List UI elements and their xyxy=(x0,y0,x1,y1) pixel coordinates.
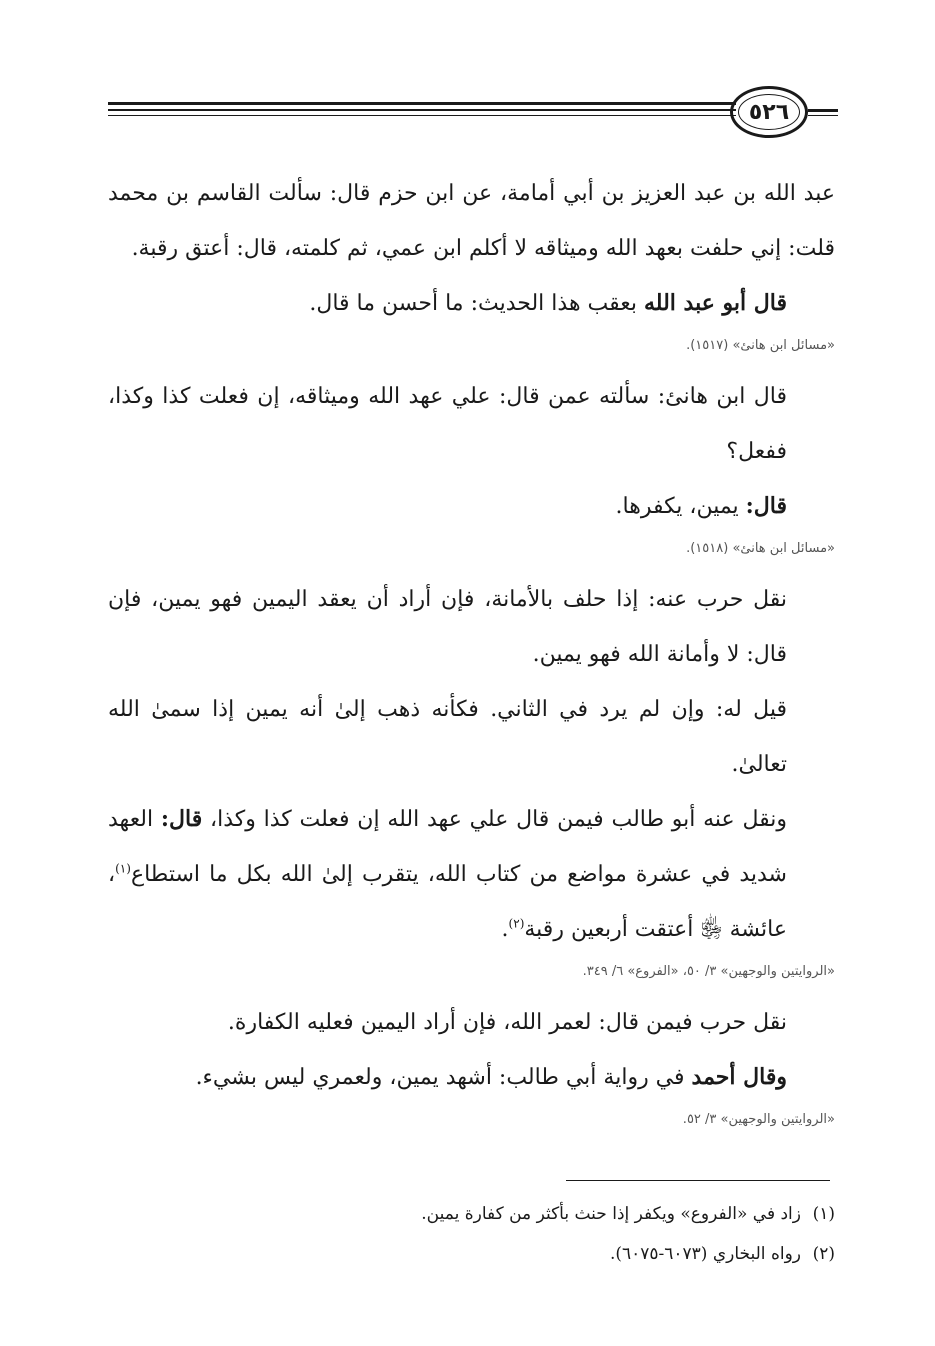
paragraph: عبد الله بن عبد العزيز بن أبي أمامة، عن ابن حزم قال: سألت القاسم بن محمد قلت: إني حلفت بعهد الله وميثاقه لا أكلم ابن عمي، ثم كلمته، قال: أعتق رقبة. xyxy=(108,181,835,261)
footnote-text: زاد في «الفروع» ويكفر إذا حنث بأكثر من كفارة يمين. xyxy=(421,1204,801,1224)
speaker-label: وقال أحمد xyxy=(691,1064,787,1090)
speaker-label: قال أبو عبد الله xyxy=(644,290,787,316)
citation: «الروايتين والوجهين» ٣/ ٥٢. xyxy=(682,1112,835,1127)
paragraph: نقل حرب عنه: إذا حلف بالأمانة، فإن أراد أن يعقد اليمين فهو يمين، فإن قال: لا وأمانة الله فهو يمين. xyxy=(108,587,787,667)
footnote-separator xyxy=(566,1180,830,1181)
paragraph: قال ابن هانئ: سألته عمن قال: علي عهد الله وميثاقه، إن فعلت كذا وكذا، ففعل؟ xyxy=(108,384,787,464)
paragraph: نقل حرب فيمن قال: لعمر الله، فإن أراد اليمين فعليه الكفارة. xyxy=(227,1010,787,1035)
footnote-number: (٢) xyxy=(812,1244,835,1264)
paragraph: قال: يمين، يكفرها. xyxy=(615,493,787,519)
speaker-label: قال: xyxy=(745,493,787,519)
header-rule xyxy=(108,115,736,116)
footnote-ref[interactable]: (٢) xyxy=(508,916,525,931)
footnote xyxy=(108,1234,835,1274)
citation: «مسائل ابن هانئ» (١٥١٧). xyxy=(686,338,835,353)
paragraph: قيل له: وإن لم يرد في الثاني. فكأنه ذهب إلىٰ أنه يمين إذا سمىٰ الله تعالىٰ. xyxy=(108,697,787,777)
citation: «الروايتين والوجهين» ٣/ ٥٠، «الفروع» ٦/ ٣٤٩. xyxy=(582,964,835,979)
header-rule xyxy=(108,102,736,105)
footnotes xyxy=(108,1194,835,1274)
header-rule xyxy=(808,109,838,112)
speaker-label: قال: xyxy=(160,806,203,832)
footnote xyxy=(108,1194,835,1234)
paragraph: ونقل عنه أبو طالب فيمن قال علي عهد الله إن فعلت كذا وكذا، قال: العهد شديد في عشرة مواضع من كتاب الله، يتقرب إلىٰ الله بكل ما استطاع$^{(١)}$، عائشة ﵂ أعتقت أربعين رقبة$^{(٢)}$. xyxy=(108,806,787,942)
header-rule xyxy=(808,115,838,116)
footnote-ref[interactable]: (١) xyxy=(115,861,131,876)
page-number: ٥٢٦ xyxy=(730,86,808,138)
paragraph: قال أبو عبد الله بعقب هذا الحديث: ما أحسن ما قال. xyxy=(309,290,787,316)
main-text xyxy=(108,166,835,1143)
page-header xyxy=(108,82,838,146)
footnote-number: (١) xyxy=(812,1204,835,1224)
paragraph: وقال أحمد في رواية أبي طالب: أشهد يمين، ولعمري ليس بشيء. xyxy=(195,1064,787,1090)
citation: «مسائل ابن هانئ» (١٥١٨). xyxy=(686,541,835,556)
header-rule xyxy=(108,109,736,111)
footnote-text: رواه البخاري (٦٠٧٣-٦٠٧٥). xyxy=(609,1244,801,1264)
